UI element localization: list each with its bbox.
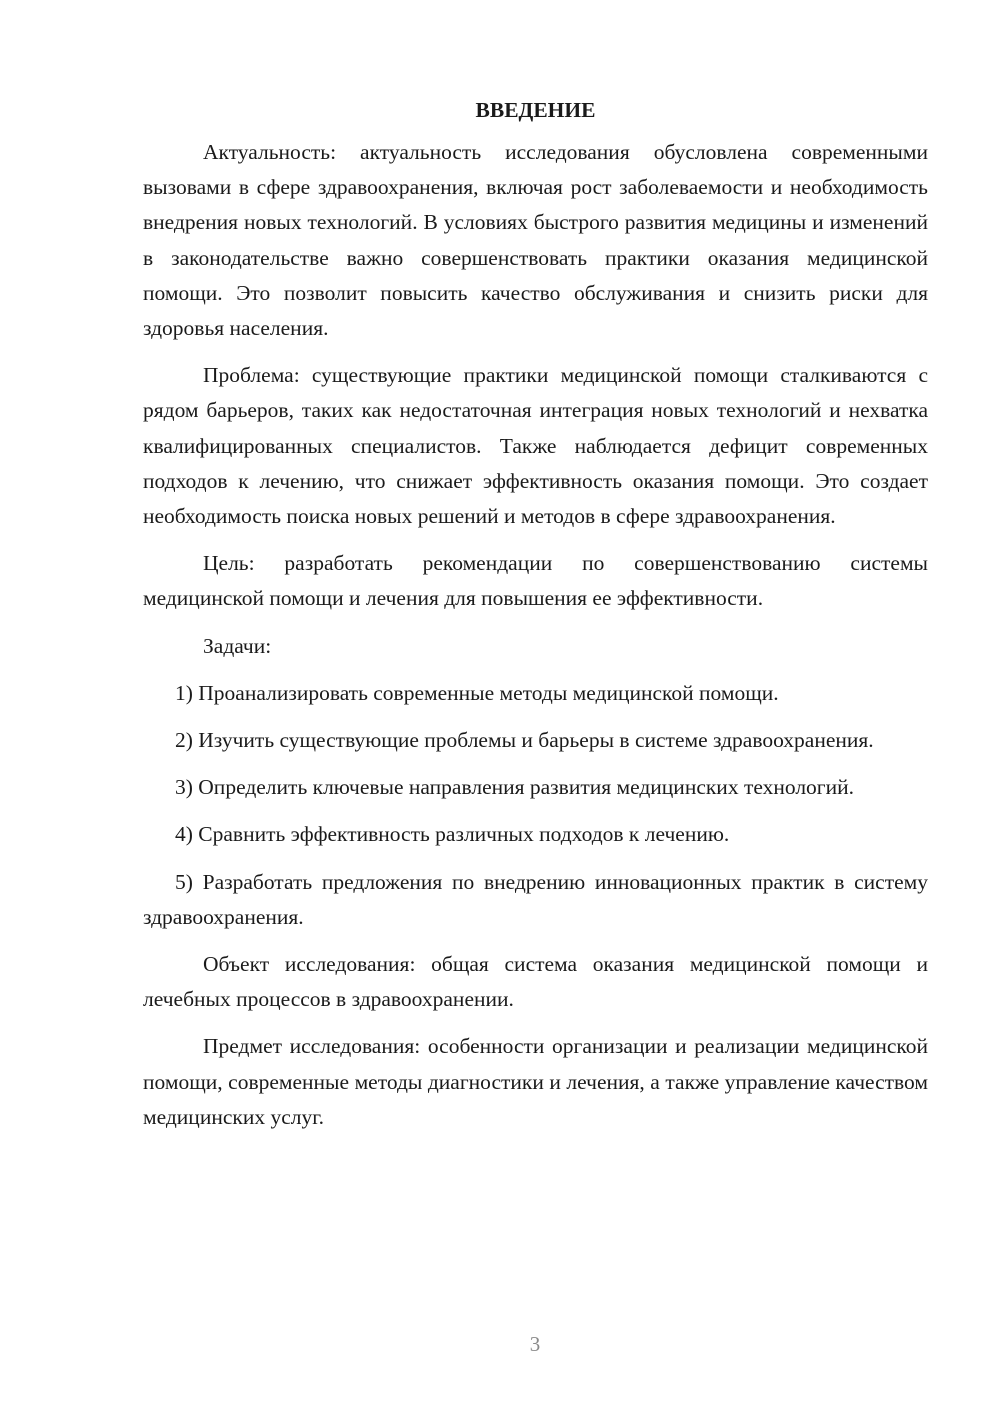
subject-paragraph: Предмет исследования: особенности организации и реализации медицинской помощи, современные методы диагностики и лечения, а также управление качеством медицинских услуг. [143, 1034, 928, 1129]
task-item-5: 5) Разработать предложения по внедрению инновационных практик в систему здравоохранения. [143, 869, 928, 929]
problem-paragraph: Проблема: существующие практики медицинской помощи сталкиваются с рядом барьеров, таких как недостаточная интеграция новых технологий и нехватка квалифицированных специалистов. Также наблюдается дефицит современных подходов к лечению, что снижает эффективность оказания помощи. Это создает необходимость поиска новых решений и методов в сфере здравоохранения. [143, 363, 928, 529]
document-page [143, 95, 928, 1147]
relevance-paragraph: Актуальность: актуальность исследования обусловлена современными вызовами в сфере здравоохранения, включая рост заболеваемости и необходимость внедрения новых технологий. В условиях быстрого развития медицины и изменений в законодательстве важно совершенствовать практики оказания медицинской помощи. Это позволит повысить качество обслуживания и снизить риски для здоровья населения. [143, 140, 928, 341]
task-item-1: 1) Проанализировать современные методы медицинской помощи. [175, 680, 779, 705]
task-item-2: 2) Изучить существующие проблемы и барьеры в системе здравоохранения. [175, 728, 874, 753]
object-paragraph: Объект исследования: общая система оказания медицинской помощи и лечебных процессов в здравоохранении. [143, 952, 928, 1012]
page-number: 3 [529, 1332, 541, 1356]
task-item-4: 4) Сравнить эффективность различных подходов к лечению. [175, 822, 730, 847]
page-title: ВВЕДЕНИЕ [475, 98, 596, 122]
tasks-heading: Задачи: [203, 633, 272, 658]
task-item-3: 3) Определить ключевые направления развития медицинских технологий. [175, 775, 855, 800]
goal-paragraph: Цель: разработать рекомендации по совершенствованию системы медицинской помощи и лечения для повышения ее эффективности. [143, 551, 928, 611]
